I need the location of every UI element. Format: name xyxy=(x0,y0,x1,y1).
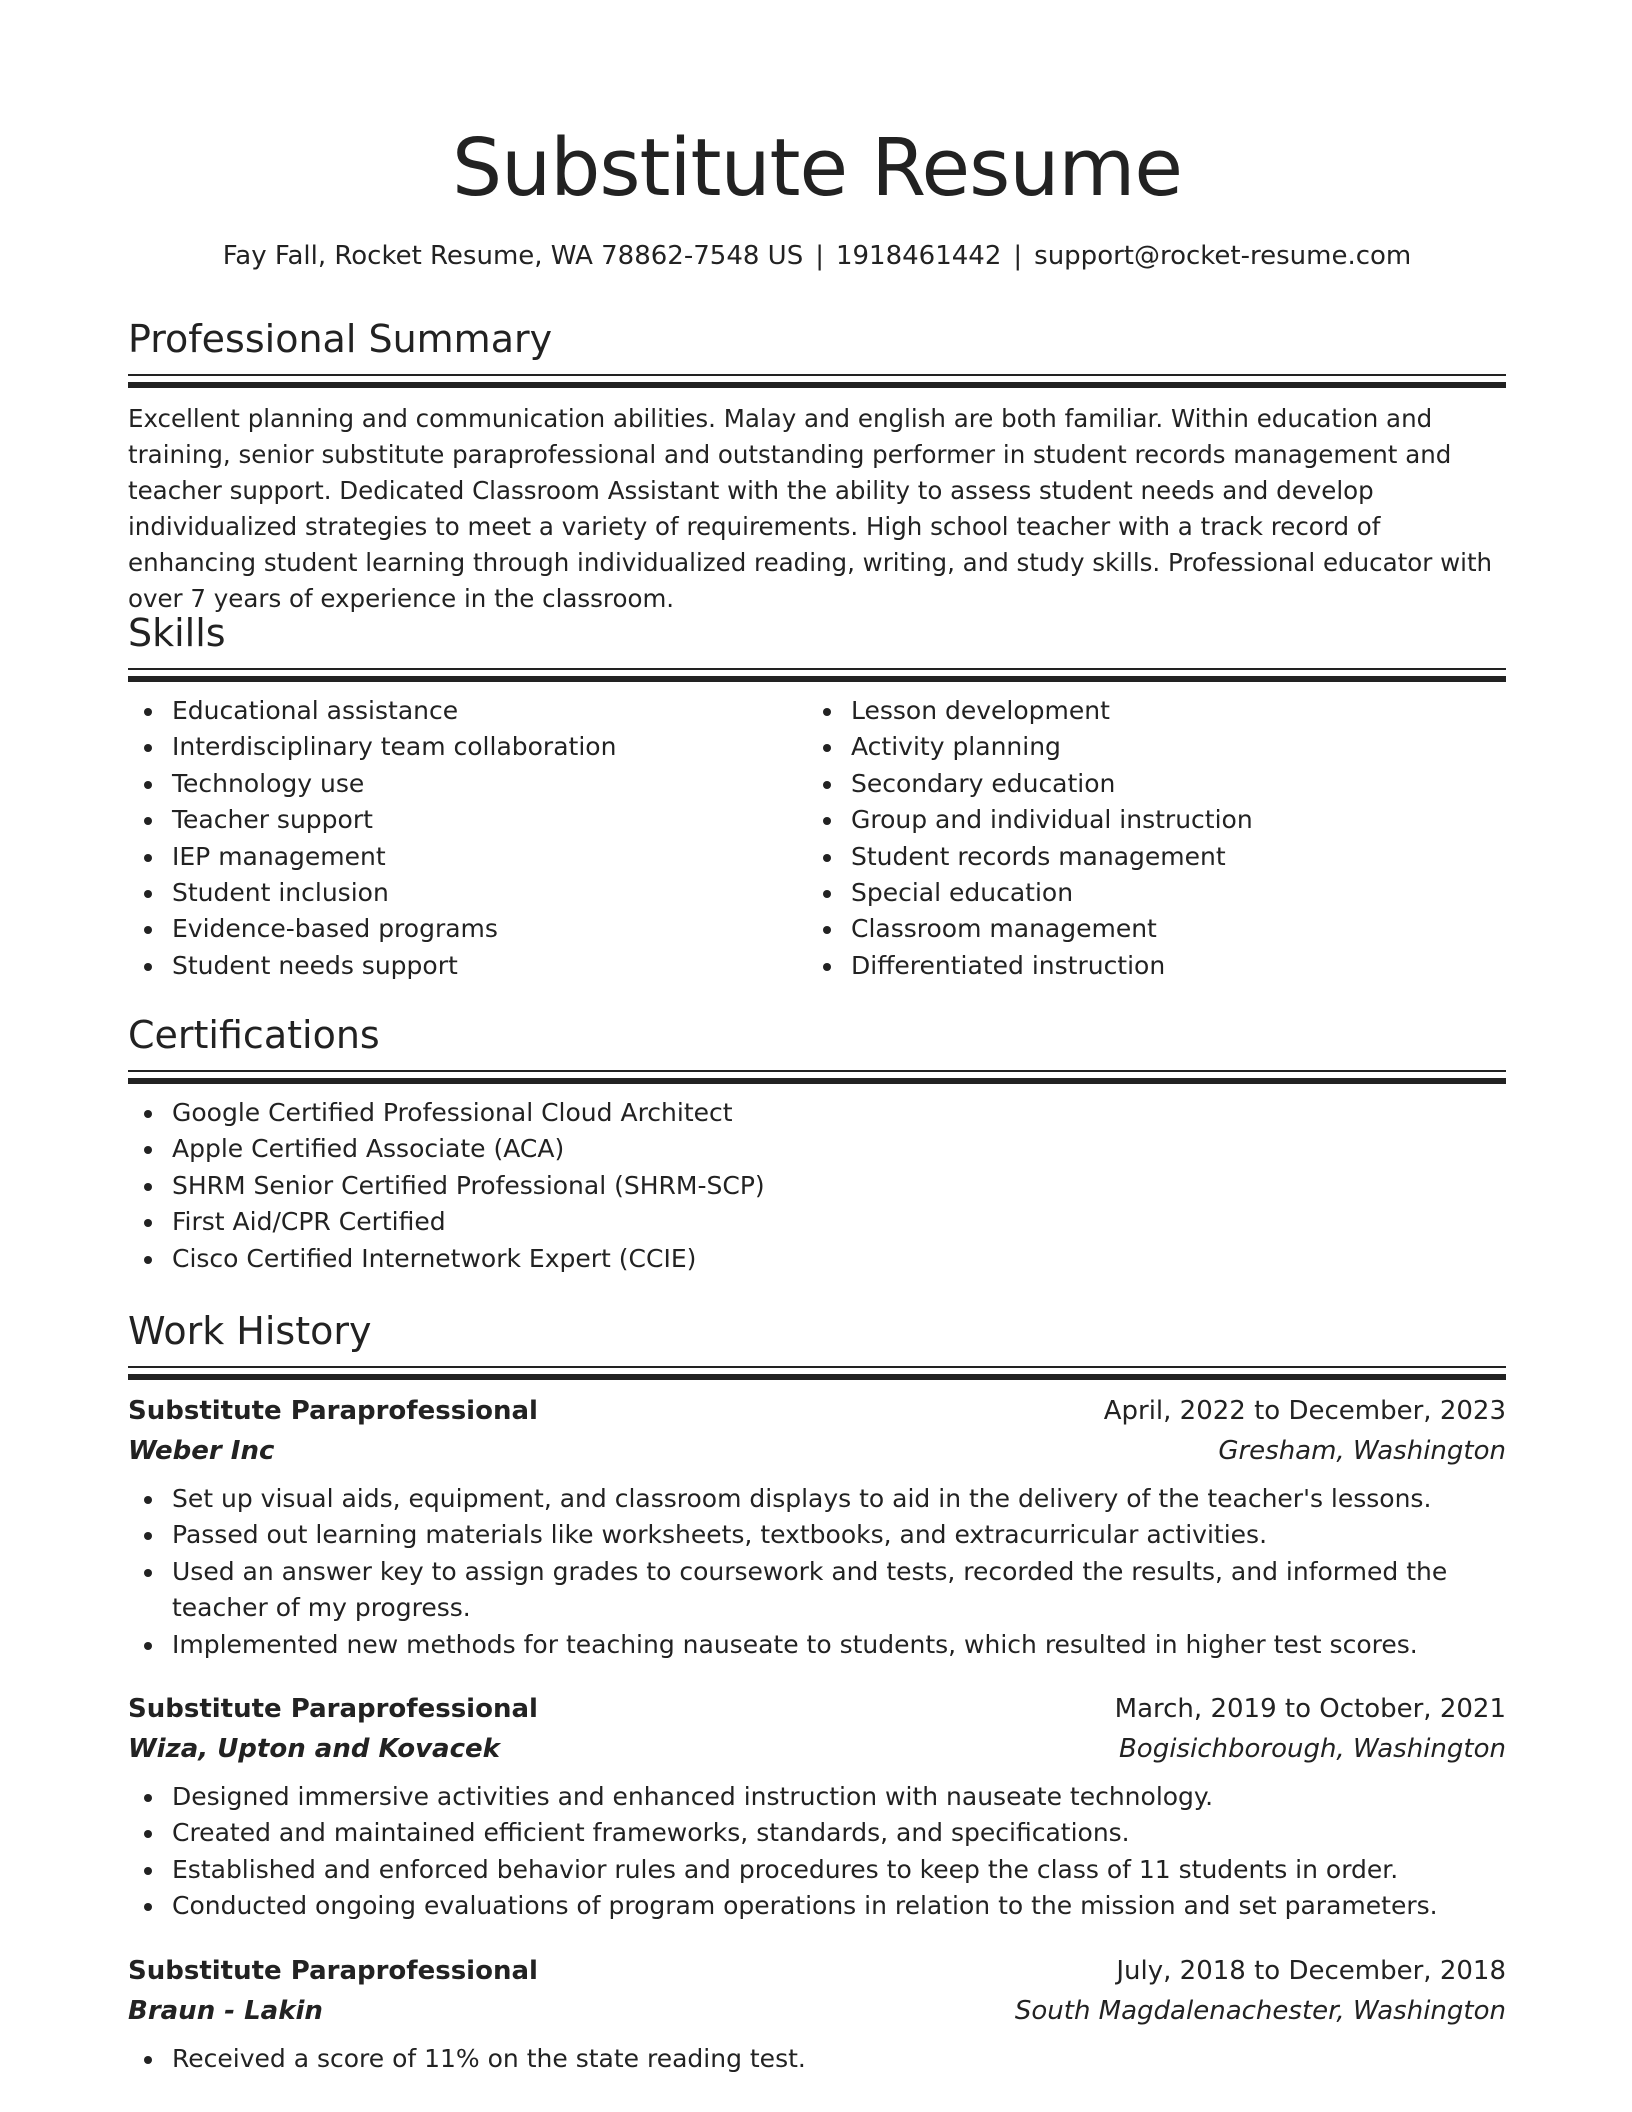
job-company-row xyxy=(128,1991,1506,2031)
list-item: Special education xyxy=(851,875,1486,911)
section-divider xyxy=(128,1070,1506,1085)
list-item: Created and maintained efficient frameworks, standards, and specifications. xyxy=(172,1815,1506,1851)
list-item: Student records management xyxy=(851,839,1486,875)
list-item: First Aid/CPR Certified xyxy=(172,1204,1506,1240)
certifications-heading: Certifications xyxy=(128,1013,380,1057)
job-entry xyxy=(128,1689,1506,1925)
list-item: Established and enforced behavior rules and procedures to keep the class of 11 students in order. xyxy=(172,1852,1506,1888)
summary-section xyxy=(128,314,1506,617)
job-company: Braun - Lakin xyxy=(128,1995,323,2026)
list-item: Activity planning xyxy=(851,729,1486,765)
job-dates: April, 2022 to December, 2023 xyxy=(1103,1396,1506,1426)
contact-separator: | xyxy=(815,241,824,271)
list-item: Student inclusion xyxy=(172,875,807,911)
list-item: Teacher support xyxy=(172,802,807,838)
resume-title: Substitute Resume xyxy=(452,122,1182,214)
section-divider xyxy=(128,374,1506,389)
list-item: Set up visual aids, equipment, and classroom displays to aid in the delivery of the teacher's lessons. xyxy=(172,1481,1506,1517)
job-company-row xyxy=(128,1729,1506,1769)
job-header-row xyxy=(128,1951,1506,1991)
contact-separator: | xyxy=(1013,241,1023,271)
list-item: Group and individual instruction xyxy=(851,802,1486,838)
list-item: Student needs support xyxy=(172,948,807,984)
list-item: SHRM Senior Certified Professional (SHRM-SCP) xyxy=(172,1168,1506,1204)
list-item: Evidence-based programs xyxy=(172,911,807,947)
job-company: Weber Inc xyxy=(128,1436,275,1466)
work-history-section xyxy=(128,1306,1506,2077)
skills-list-right xyxy=(807,693,1486,984)
list-item: Differentiated instruction xyxy=(851,948,1486,984)
job-entry xyxy=(128,1391,1506,1663)
list-item: Cisco Certified Internetwork Expert (CCIE) xyxy=(172,1241,1506,1277)
job-dates: March, 2019 to October, 2021 xyxy=(1114,1694,1506,1725)
list-item: Lesson development xyxy=(851,693,1486,729)
list-item: Implemented new methods for teaching nauseate to students, which resulted in higher test scores. xyxy=(172,1627,1506,1663)
job-title: Substitute Paraprofessional xyxy=(128,1396,538,1426)
job-location: Gresham, Washington xyxy=(1218,1436,1506,1466)
job-location: South Magdalenachester, Washington xyxy=(1014,1995,1506,2026)
contact-phone: 1918461442 xyxy=(835,241,1002,271)
list-item: IEP management xyxy=(172,839,807,875)
list-item: Apple Certified Associate (ACA) xyxy=(172,1131,1506,1167)
skills-heading: Skills xyxy=(128,611,226,655)
job-company-row xyxy=(128,1431,1506,1471)
job-entry xyxy=(128,1951,1506,2077)
summary-heading: Professional Summary xyxy=(128,317,553,361)
certifications-section xyxy=(128,1010,1506,1277)
contact-email[interactable]: support@rocket-resume.com xyxy=(1034,241,1412,271)
job-title: Substitute Paraprofessional xyxy=(128,1694,538,1725)
section-divider xyxy=(128,668,1506,683)
job-bullets xyxy=(128,2041,1506,2077)
job-header-row xyxy=(128,1391,1506,1431)
job-company: Wiza, Upton and Kovacek xyxy=(128,1734,500,1765)
skills-columns xyxy=(128,693,1506,984)
job-bullets xyxy=(128,1481,1506,1663)
skills-list-left xyxy=(128,693,807,984)
summary-text: Excellent planning and communication abilities. Malay and english are both familiar. Within education and training, senior substitute paraprofessional and outstanding performer in student records management and teacher support. Dedicated Classroom Assistant with the ability to assess student needs and develop individualized strategies to meet a variety of requirements. High school teacher with a track record of enhancing student learning through individualized reading, writing, and study skills. Professional educator with over 7 years of experience in the classroom. xyxy=(128,404,1493,613)
section-divider xyxy=(128,1366,1506,1381)
list-item: Designed immersive activities and enhanced instruction with nauseate technology. xyxy=(172,1779,1506,1815)
work-history-heading: Work History xyxy=(128,1309,372,1353)
list-item: Interdisciplinary team collaboration xyxy=(172,729,807,765)
list-item: Secondary education xyxy=(851,766,1486,802)
contact-address: Fay Fall, Rocket Resume, WA 78862-7548 US xyxy=(222,241,804,271)
job-title: Substitute Paraprofessional xyxy=(128,1955,538,1986)
contact-line xyxy=(128,236,1506,276)
list-item: Educational assistance xyxy=(172,693,807,729)
list-item: Conducted ongoing evaluations of program operations in relation to the mission and set parameters. xyxy=(172,1888,1506,1924)
list-item: Passed out learning materials like worksheets, textbooks, and extracurricular activities. xyxy=(172,1517,1506,1553)
list-item: Received a score of 11% on the state reading test. xyxy=(172,2041,1506,2077)
list-item: Google Certified Professional Cloud Architect xyxy=(172,1095,1506,1131)
list-item: Used an answer key to assign grades to coursework and tests, recorded the results, and informed the teacher of my progress. xyxy=(172,1554,1506,1627)
list-item: Classroom management xyxy=(851,911,1486,947)
list-item: Technology use xyxy=(172,766,807,802)
job-dates: July, 2018 to December, 2018 xyxy=(1116,1955,1506,1986)
skills-section xyxy=(128,608,1506,984)
job-location: Bogisichborough, Washington xyxy=(1118,1734,1506,1765)
job-bullets xyxy=(128,1779,1506,1925)
job-header-row xyxy=(128,1689,1506,1729)
certifications-list xyxy=(128,1095,1506,1277)
